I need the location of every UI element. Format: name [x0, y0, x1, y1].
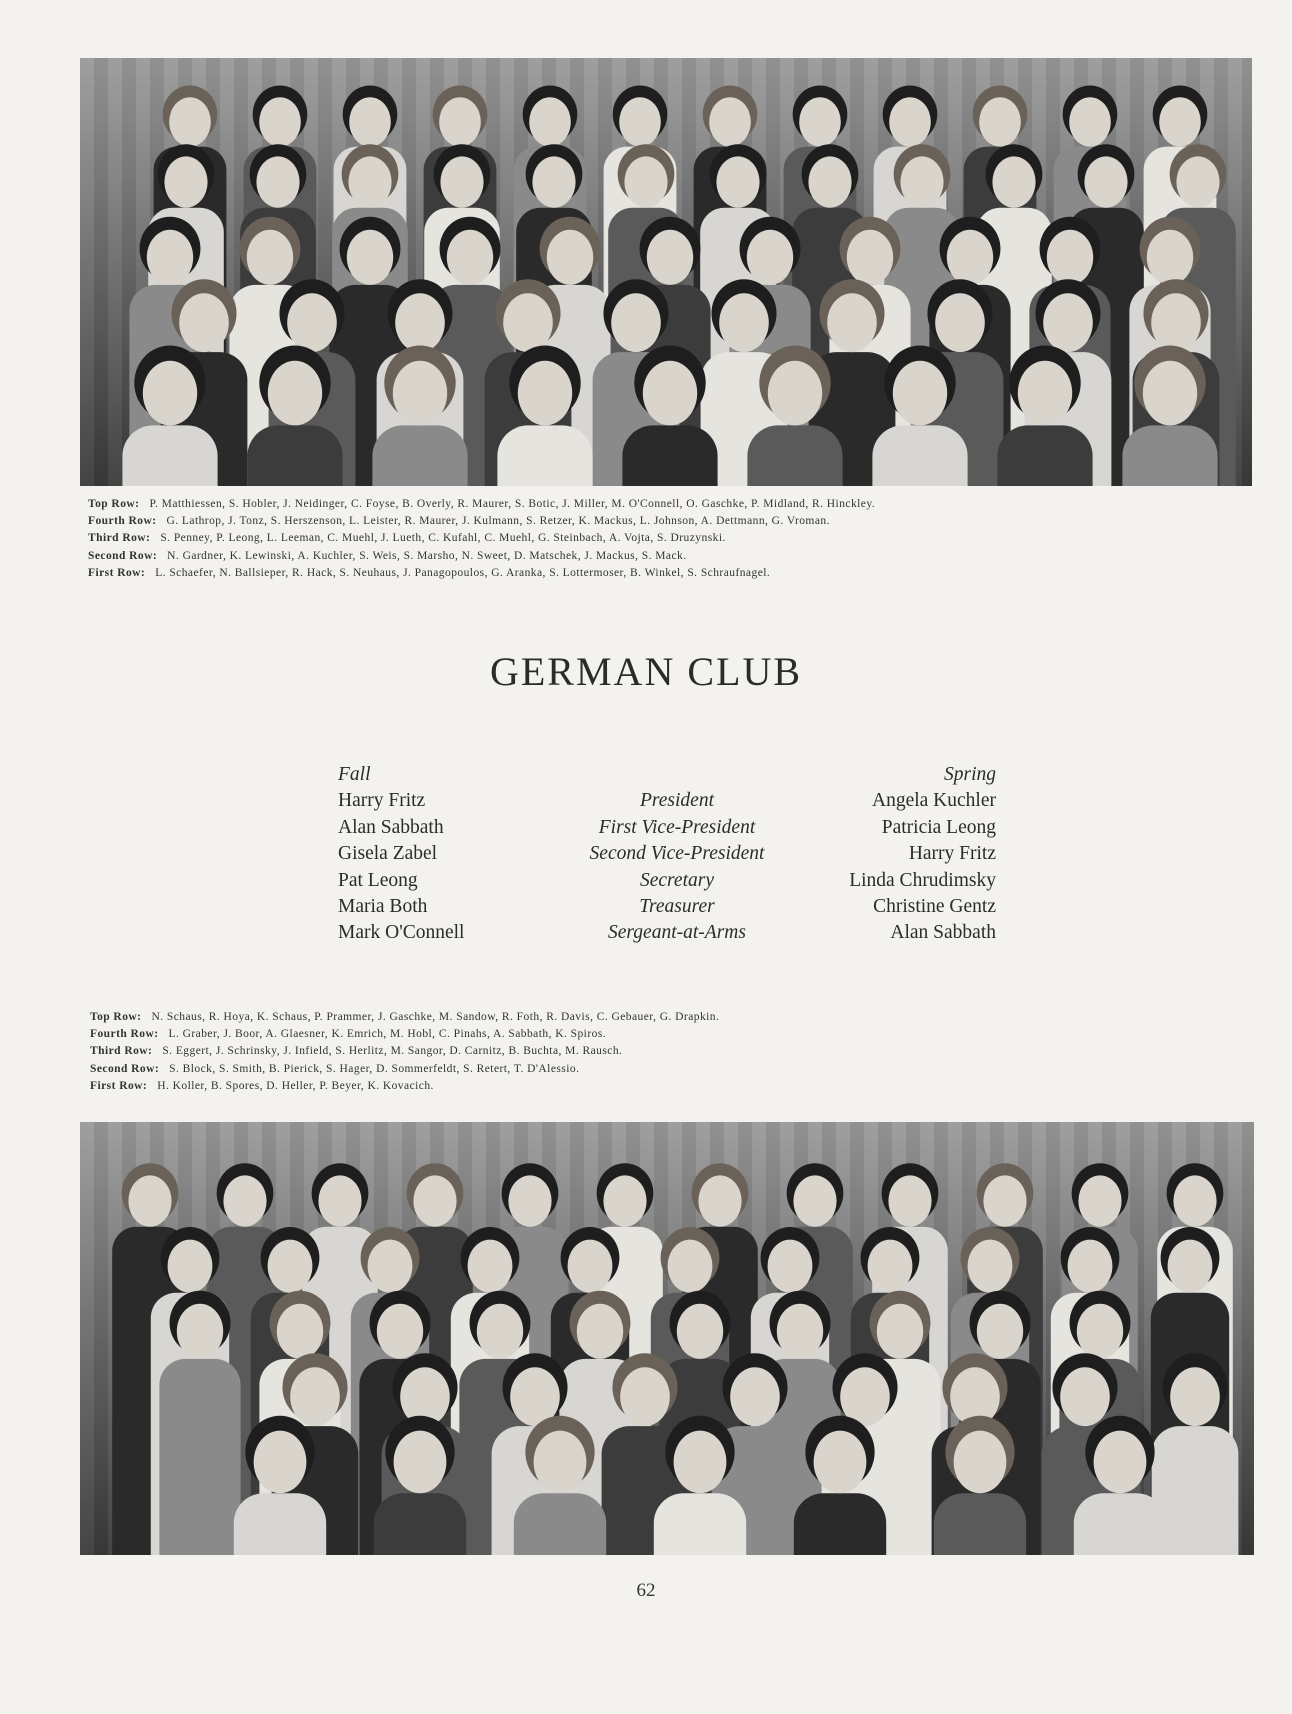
- fall-officer: Gisela Zabel: [338, 843, 438, 865]
- caption-row-label: Top Row:: [90, 1011, 142, 1023]
- caption-row: [88, 513, 875, 530]
- group-photo-icon: [80, 58, 1252, 486]
- caption-row: [88, 530, 875, 547]
- caption-row-label: Second Row:: [90, 1062, 160, 1075]
- caption-row: [90, 1043, 719, 1060]
- caption-row-label: Third Row:: [90, 1045, 153, 1058]
- caption-row-names: N. Gardner, K. Lewinski, A. Kuchler, S. Weis, S. Marsho, N. Sweet, D. Matschek, J. Mackus, S. Mack.: [167, 549, 687, 562]
- caption-row: [88, 548, 875, 565]
- fall-officer: Pat Leong: [338, 869, 418, 891]
- page-title: GERMAN CLUB: [489, 649, 803, 694]
- caption-row-names: H. Koller, B. Spores, D. Heller, P. Beyer, K. Kovacich.: [157, 1079, 434, 1092]
- officer-role: Sergeant-at-Arms: [608, 922, 746, 944]
- bottom-group-photo: [80, 1122, 1254, 1555]
- caption-row-label: Third Row:: [88, 532, 151, 545]
- caption-row-names: S. Block, S. Smith, B. Pierick, S. Hager, D. Sommerfeldt, S. Retert, T. D'Alessio.: [169, 1062, 580, 1075]
- fall-officer: Maria Both: [338, 895, 428, 917]
- spring-officer: Harry Fritz: [908, 843, 996, 865]
- caption-row-names: S. Penney, P. Leong, L. Leeman, C. Muehl, J. Lueth, C. Kufahl, C. Muehl, G. Steinbach, A. Vojta, S. Druzynski.: [160, 532, 726, 545]
- caption-row-names: N. Schaus, R. Hoya, K. Schaus, P. Prammer, J. Gaschke, M. Sandow, R. Foth, R. Davis, C. Gebauer, G. Drapkin.: [151, 1011, 720, 1023]
- caption-row: [88, 565, 875, 582]
- fall-officer: Harry Fritz: [338, 790, 426, 812]
- officer-row: [338, 788, 996, 814]
- caption-row-names: P. Matthiessen, S. Hobler, J. Neidinger, C. Foyse, B. Overly, R. Maurer, S. Botic, J. Miller, M. O'Connell, O. Gaschke, P. Midland, R. Hinckley.: [149, 498, 876, 510]
- officer-row: [338, 841, 996, 867]
- caption-row: [90, 1009, 719, 1026]
- spring-officer: Alan Sabbath: [890, 922, 996, 944]
- bottom-photo-caption: [90, 1009, 719, 1095]
- caption-row: [90, 1061, 719, 1078]
- officers-table: [338, 762, 996, 947]
- officer-role: President: [639, 790, 714, 812]
- fall-officer: Alan Sabbath: [338, 816, 444, 838]
- officer-row: [338, 920, 996, 946]
- officers-header: [338, 762, 996, 788]
- caption-row-names: L. Schaefer, N. Ballsieper, R. Hack, S. Neuhaus, J. Panagopoulos, G. Aranka, S. Lottermoser, B. Winkel, S. Schraufnagel.: [155, 566, 771, 579]
- spring-officer: Christine Gentz: [873, 895, 996, 917]
- fall-label: Fall: [338, 764, 371, 785]
- officer-row: [338, 894, 996, 920]
- caption-row-names: S. Eggert, J. Schrinsky, J. Infield, S. Herlitz, M. Sangor, D. Carnitz, B. Buchta, M. Rausch.: [162, 1045, 623, 1058]
- caption-row-label: Fourth Row:: [90, 1028, 159, 1041]
- caption-row: [90, 1078, 719, 1095]
- officer-row: [338, 815, 996, 841]
- top-photo-caption: [88, 496, 875, 582]
- officer-role: Second Vice-President: [589, 843, 765, 865]
- page-number: 62: [636, 1580, 656, 1601]
- fall-officer: Mark O'Connell: [338, 922, 465, 944]
- caption-row: [88, 496, 875, 513]
- officer-row: [338, 868, 996, 894]
- caption-row-label: Second Row:: [88, 549, 158, 562]
- spring-label: Spring: [943, 764, 996, 785]
- top-group-photo: [80, 58, 1252, 486]
- caption-row-names: G. Lathrop, J. Tonz, S. Herszenson, L. Leister, R. Maurer, J. Kulmann, S. Retzer, K. Mackus, L. Johnson, A. Dettmann, G. Vroman.: [166, 515, 830, 528]
- spring-officer: Patricia Leong: [881, 816, 996, 838]
- caption-row-label: First Row:: [90, 1079, 148, 1092]
- caption-row-label: Fourth Row:: [88, 515, 157, 528]
- caption-row-label: First Row:: [88, 566, 146, 579]
- caption-row-label: Top Row:: [88, 498, 140, 510]
- officer-role: First Vice-President: [598, 816, 756, 838]
- spring-officer: Angela Kuchler: [872, 790, 996, 812]
- officer-role: Secretary: [640, 869, 714, 891]
- caption-row-names: L. Graber, J. Boor, A. Glaesner, K. Emrich, M. Hobl, C. Pinahs, A. Sabbath, K. Spiros.: [168, 1028, 607, 1041]
- spring-officer: Linda Chrudimsky: [849, 869, 996, 891]
- officer-role: Treasurer: [639, 895, 715, 917]
- group-photo-icon: [80, 1122, 1254, 1555]
- caption-row: [90, 1026, 719, 1043]
